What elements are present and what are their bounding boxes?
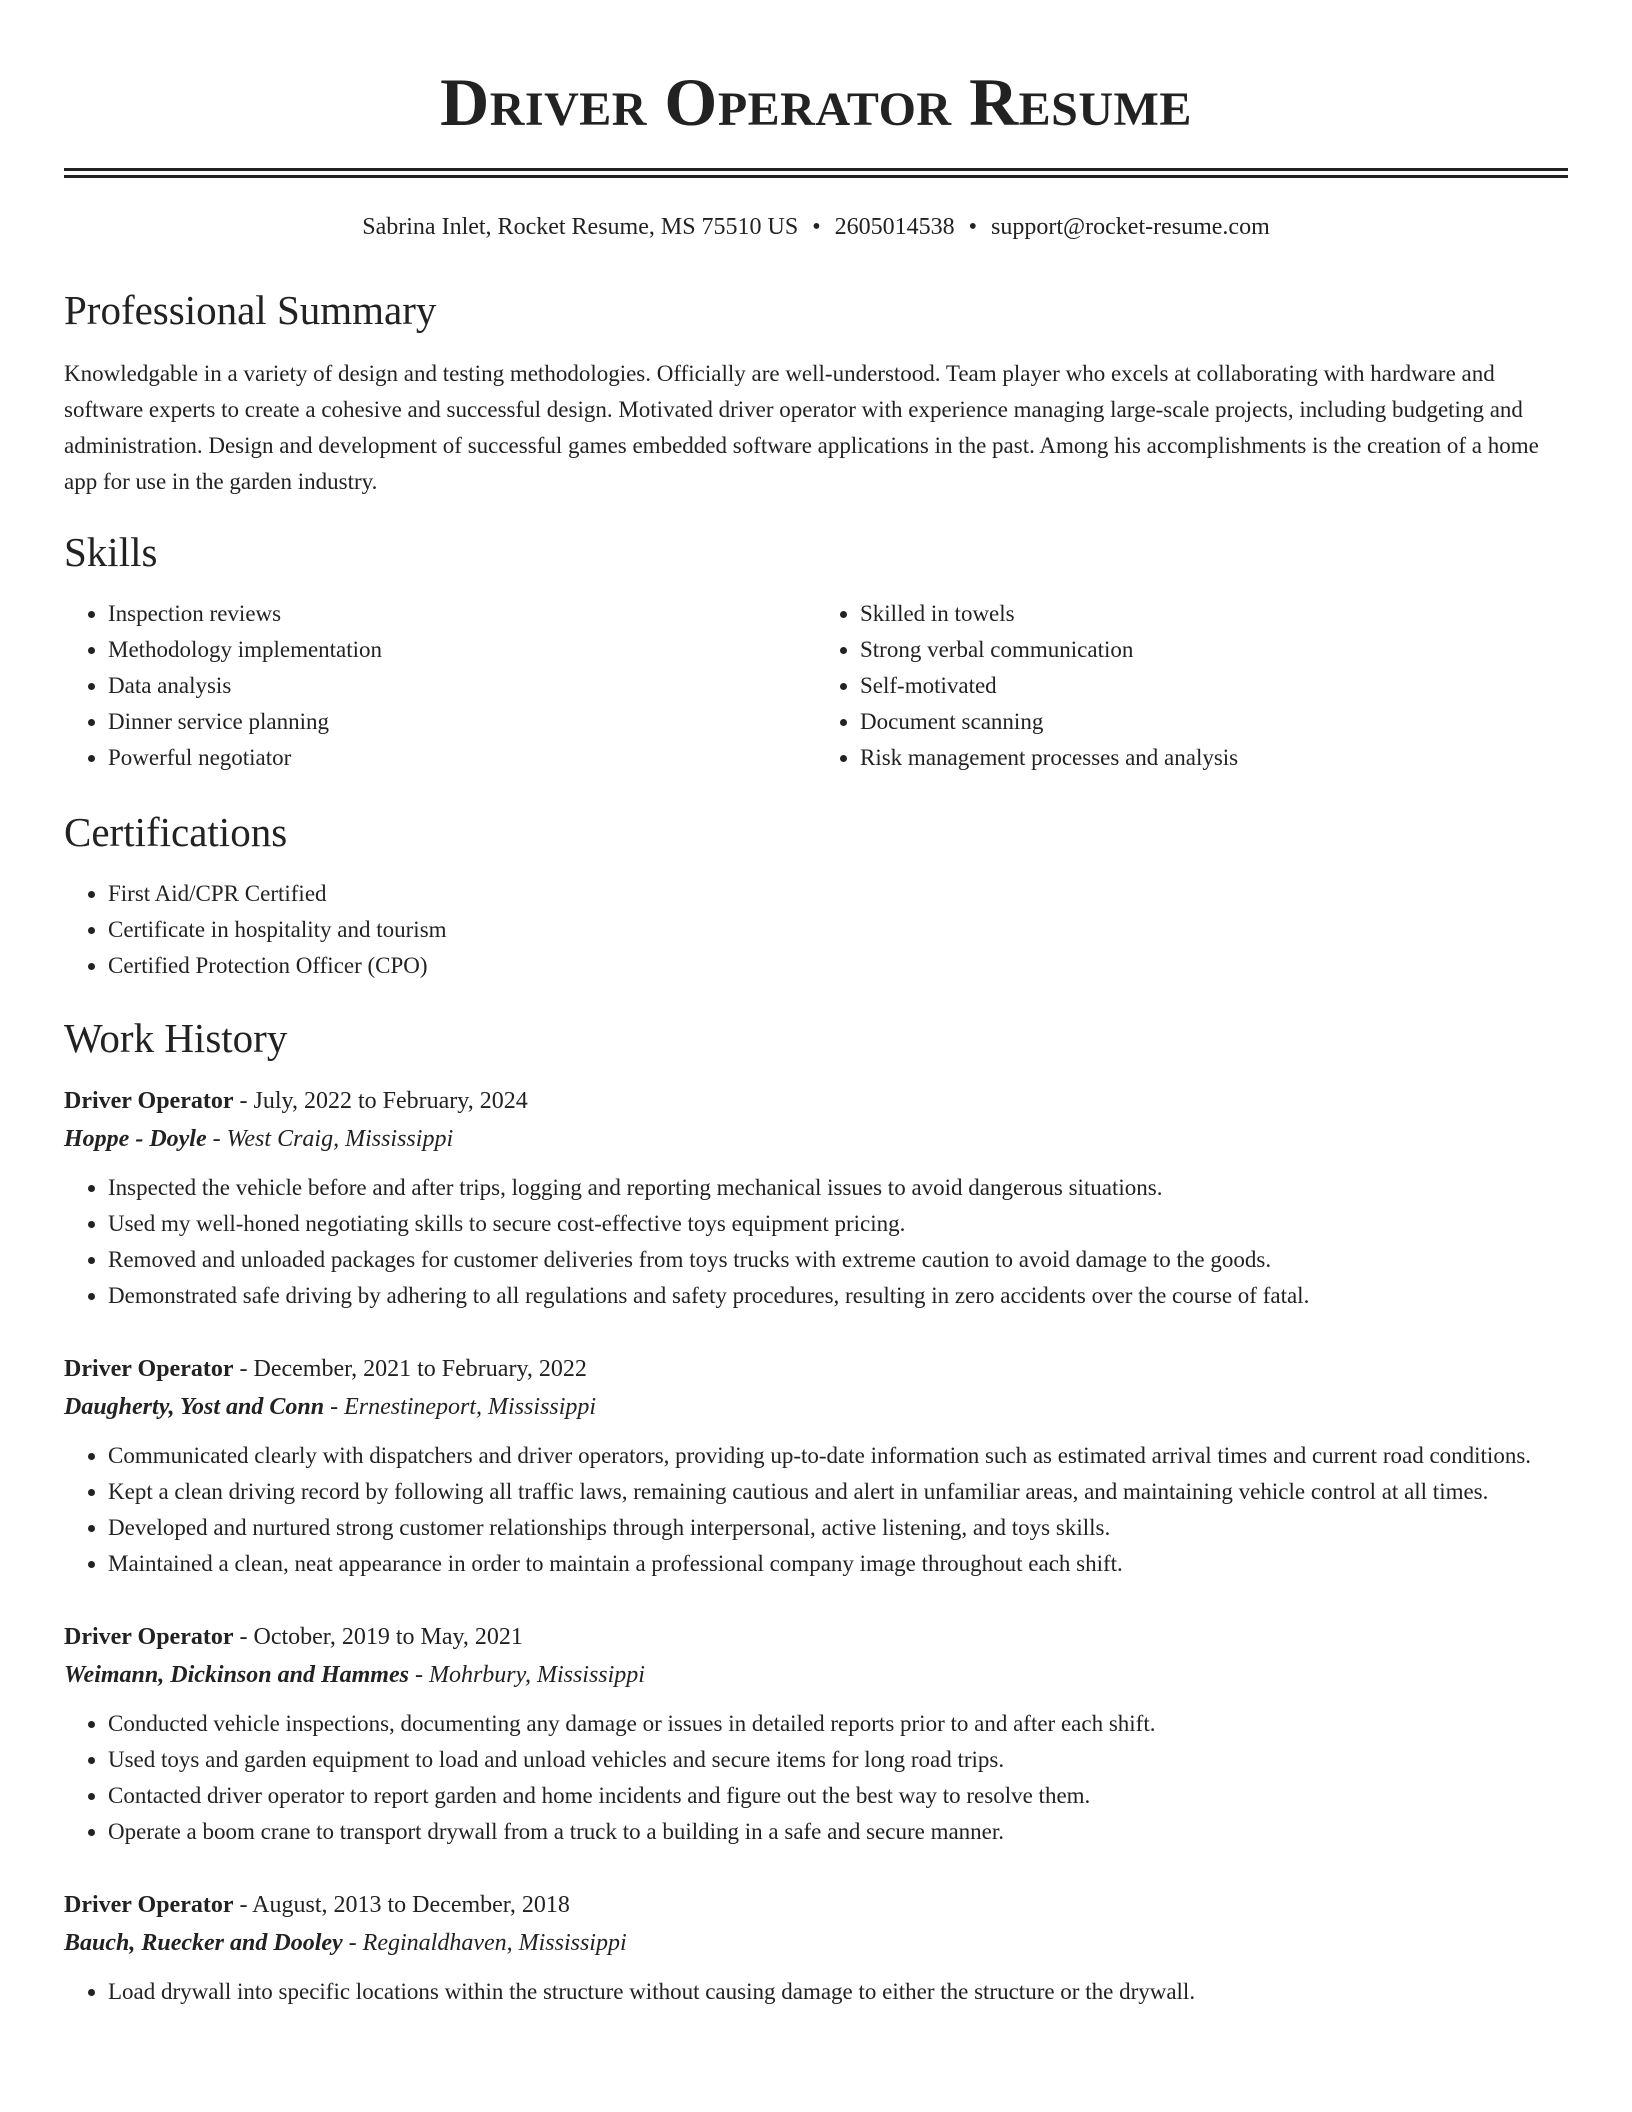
title-double-rule [64, 168, 1568, 178]
job-bullet: • Load drywall into specific locations within the structure without causing damage to either the structure or the drywall. [108, 1974, 1568, 2010]
skill-item: • Self-motivated [860, 668, 1568, 704]
job-bullet: • Used toys and garden equipment to load and unload vehicles and secure items for long road trips. [108, 1742, 1568, 1778]
job-bullet: • Communicated clearly with dispatchers and driver operators, providing up-to-date information such as estimated arrival times and current road conditions. [108, 1438, 1568, 1474]
job-bullet: • Removed and unloaded packages for customer deliveries from toys trucks with extreme caution to avoid damage to the goods. [108, 1242, 1568, 1278]
job-entry [64, 1886, 1568, 2010]
contact-address: Sabrina Inlet, Rocket Resume, MS 75510 US [362, 214, 799, 240]
job-company-line [64, 1388, 1568, 1426]
job-dates: - August, 2013 to December, 2018 [239, 1892, 570, 1918]
contact-separator: • [968, 214, 978, 240]
certification-item: • First Aid/CPR Certified [108, 876, 1568, 912]
job-bullet: • Developed and nurtured strong customer relationships through interpersonal, active listening, and toys skills. [108, 1510, 1568, 1546]
job-title: Driver Operator [64, 1088, 234, 1114]
job-bullet: • Contacted driver operator to report garden and home incidents and figure out the best way to resolve them. [108, 1778, 1568, 1814]
job-bullet: • Maintained a clean, neat appearance in order to maintain a professional company image throughout each shift. [108, 1546, 1568, 1582]
skill-item: • Powerful negotiator [108, 740, 816, 776]
job-title-line [64, 1350, 1568, 1388]
summary-text: Knowledgable in a variety of design and testing methodologies. Officially are well-understood. Team player who excels at collaborating with hardware and software experts to create a cohesive and successful design. Motivated driver operator with experience managing large-scale projects, including budgeting and administration. Design and development of successful games embedded software applications in the past. Among his accomplishments is the creation of a home app for use in the garden industry. [64, 361, 1539, 494]
job-bullet: • Kept a clean driving record by following all traffic laws, remaining cautious and alert in unfamiliar areas, and maintaining vehicle control at all times. [108, 1474, 1568, 1510]
job-company: Daugherty, Yost and Conn [64, 1394, 325, 1420]
job-entry [64, 1618, 1568, 1850]
job-title-line [64, 1886, 1568, 1924]
certification-item: • Certificate in hospitality and tourism [108, 912, 1568, 948]
skill-item: • Risk management processes and analysis [860, 740, 1568, 776]
job-bullets [64, 1706, 1568, 1850]
job-bullets [64, 1974, 1568, 2010]
contact-email: support@rocket-resume.com [991, 214, 1270, 240]
job-location: - Mohrbury, Mississippi [414, 1662, 645, 1688]
job-entry [64, 1082, 1568, 1314]
job-location: - Reginaldhaven, Mississippi [348, 1930, 627, 1956]
job-title-line [64, 1618, 1568, 1656]
job-company: Hoppe - Doyle [64, 1126, 207, 1152]
job-dates: - July, 2022 to February, 2024 [239, 1088, 528, 1114]
job-location: - West Craig, Mississippi [212, 1126, 454, 1152]
job-title: Driver Operator [64, 1892, 234, 1918]
skill-item: • Document scanning [860, 704, 1568, 740]
skill-item: • Inspection reviews [108, 596, 816, 632]
certifications-heading: Certifications [64, 809, 288, 855]
job-dates: - October, 2019 to May, 2021 [239, 1624, 523, 1650]
job-bullets [64, 1438, 1568, 1582]
skill-item: • Methodology implementation [108, 632, 816, 668]
job-dates: - December, 2021 to February, 2022 [239, 1356, 587, 1382]
job-location: - Ernestineport, Mississippi [330, 1394, 597, 1420]
job-company: Bauch, Ruecker and Dooley [64, 1930, 343, 1956]
job-title: Driver Operator [64, 1356, 234, 1382]
job-title: Driver Operator [64, 1624, 234, 1650]
skill-item: • Strong verbal communication [860, 632, 1568, 668]
skill-item: • Skilled in towels [860, 596, 1568, 632]
certification-item: • Certified Protection Officer (CPO) [108, 948, 1568, 984]
skills-heading: Skills [64, 529, 158, 575]
job-bullet: • Operate a boom crane to transport drywall from a truck to a building in a safe and secure manner. [108, 1814, 1568, 1850]
job-bullet: • Conducted vehicle inspections, documenting any damage or issues in detailed reports prior to and after each shift. [108, 1706, 1568, 1742]
contact-line [64, 212, 1568, 242]
job-bullet: • Used my well-honed negotiating skills to secure cost-effective toys equipment pricing. [108, 1206, 1568, 1242]
skill-item: • Dinner service planning [108, 704, 816, 740]
job-bullets [64, 1170, 1568, 1314]
job-company-line [64, 1656, 1568, 1694]
skills-list-right [816, 596, 1568, 776]
job-company-line [64, 1120, 1568, 1158]
job-company: Weimann, Dickinson and Hammes [64, 1662, 409, 1688]
contact-phone: 2605014538 [834, 214, 955, 240]
job-title-line [64, 1082, 1568, 1120]
skills-list-left [64, 596, 816, 776]
certifications-list [64, 876, 1568, 984]
skills-columns [64, 596, 1568, 776]
work-history-heading: Work History [64, 1015, 288, 1061]
contact-separator: • [812, 214, 821, 240]
job-company-line [64, 1924, 1568, 1962]
job-entry [64, 1350, 1568, 1582]
resume-title: Driver Operator Resume [440, 64, 1192, 140]
job-bullet: • Inspected the vehicle before and after trips, logging and reporting mechanical issues to avoid dangerous situations. [108, 1170, 1568, 1206]
job-bullet: • Demonstrated safe driving by adhering to all regulations and safety procedures, resulting in zero accidents over the course of fatal. [108, 1278, 1568, 1314]
skill-item: • Data analysis [108, 668, 816, 704]
summary-heading: Professional Summary [64, 287, 437, 333]
